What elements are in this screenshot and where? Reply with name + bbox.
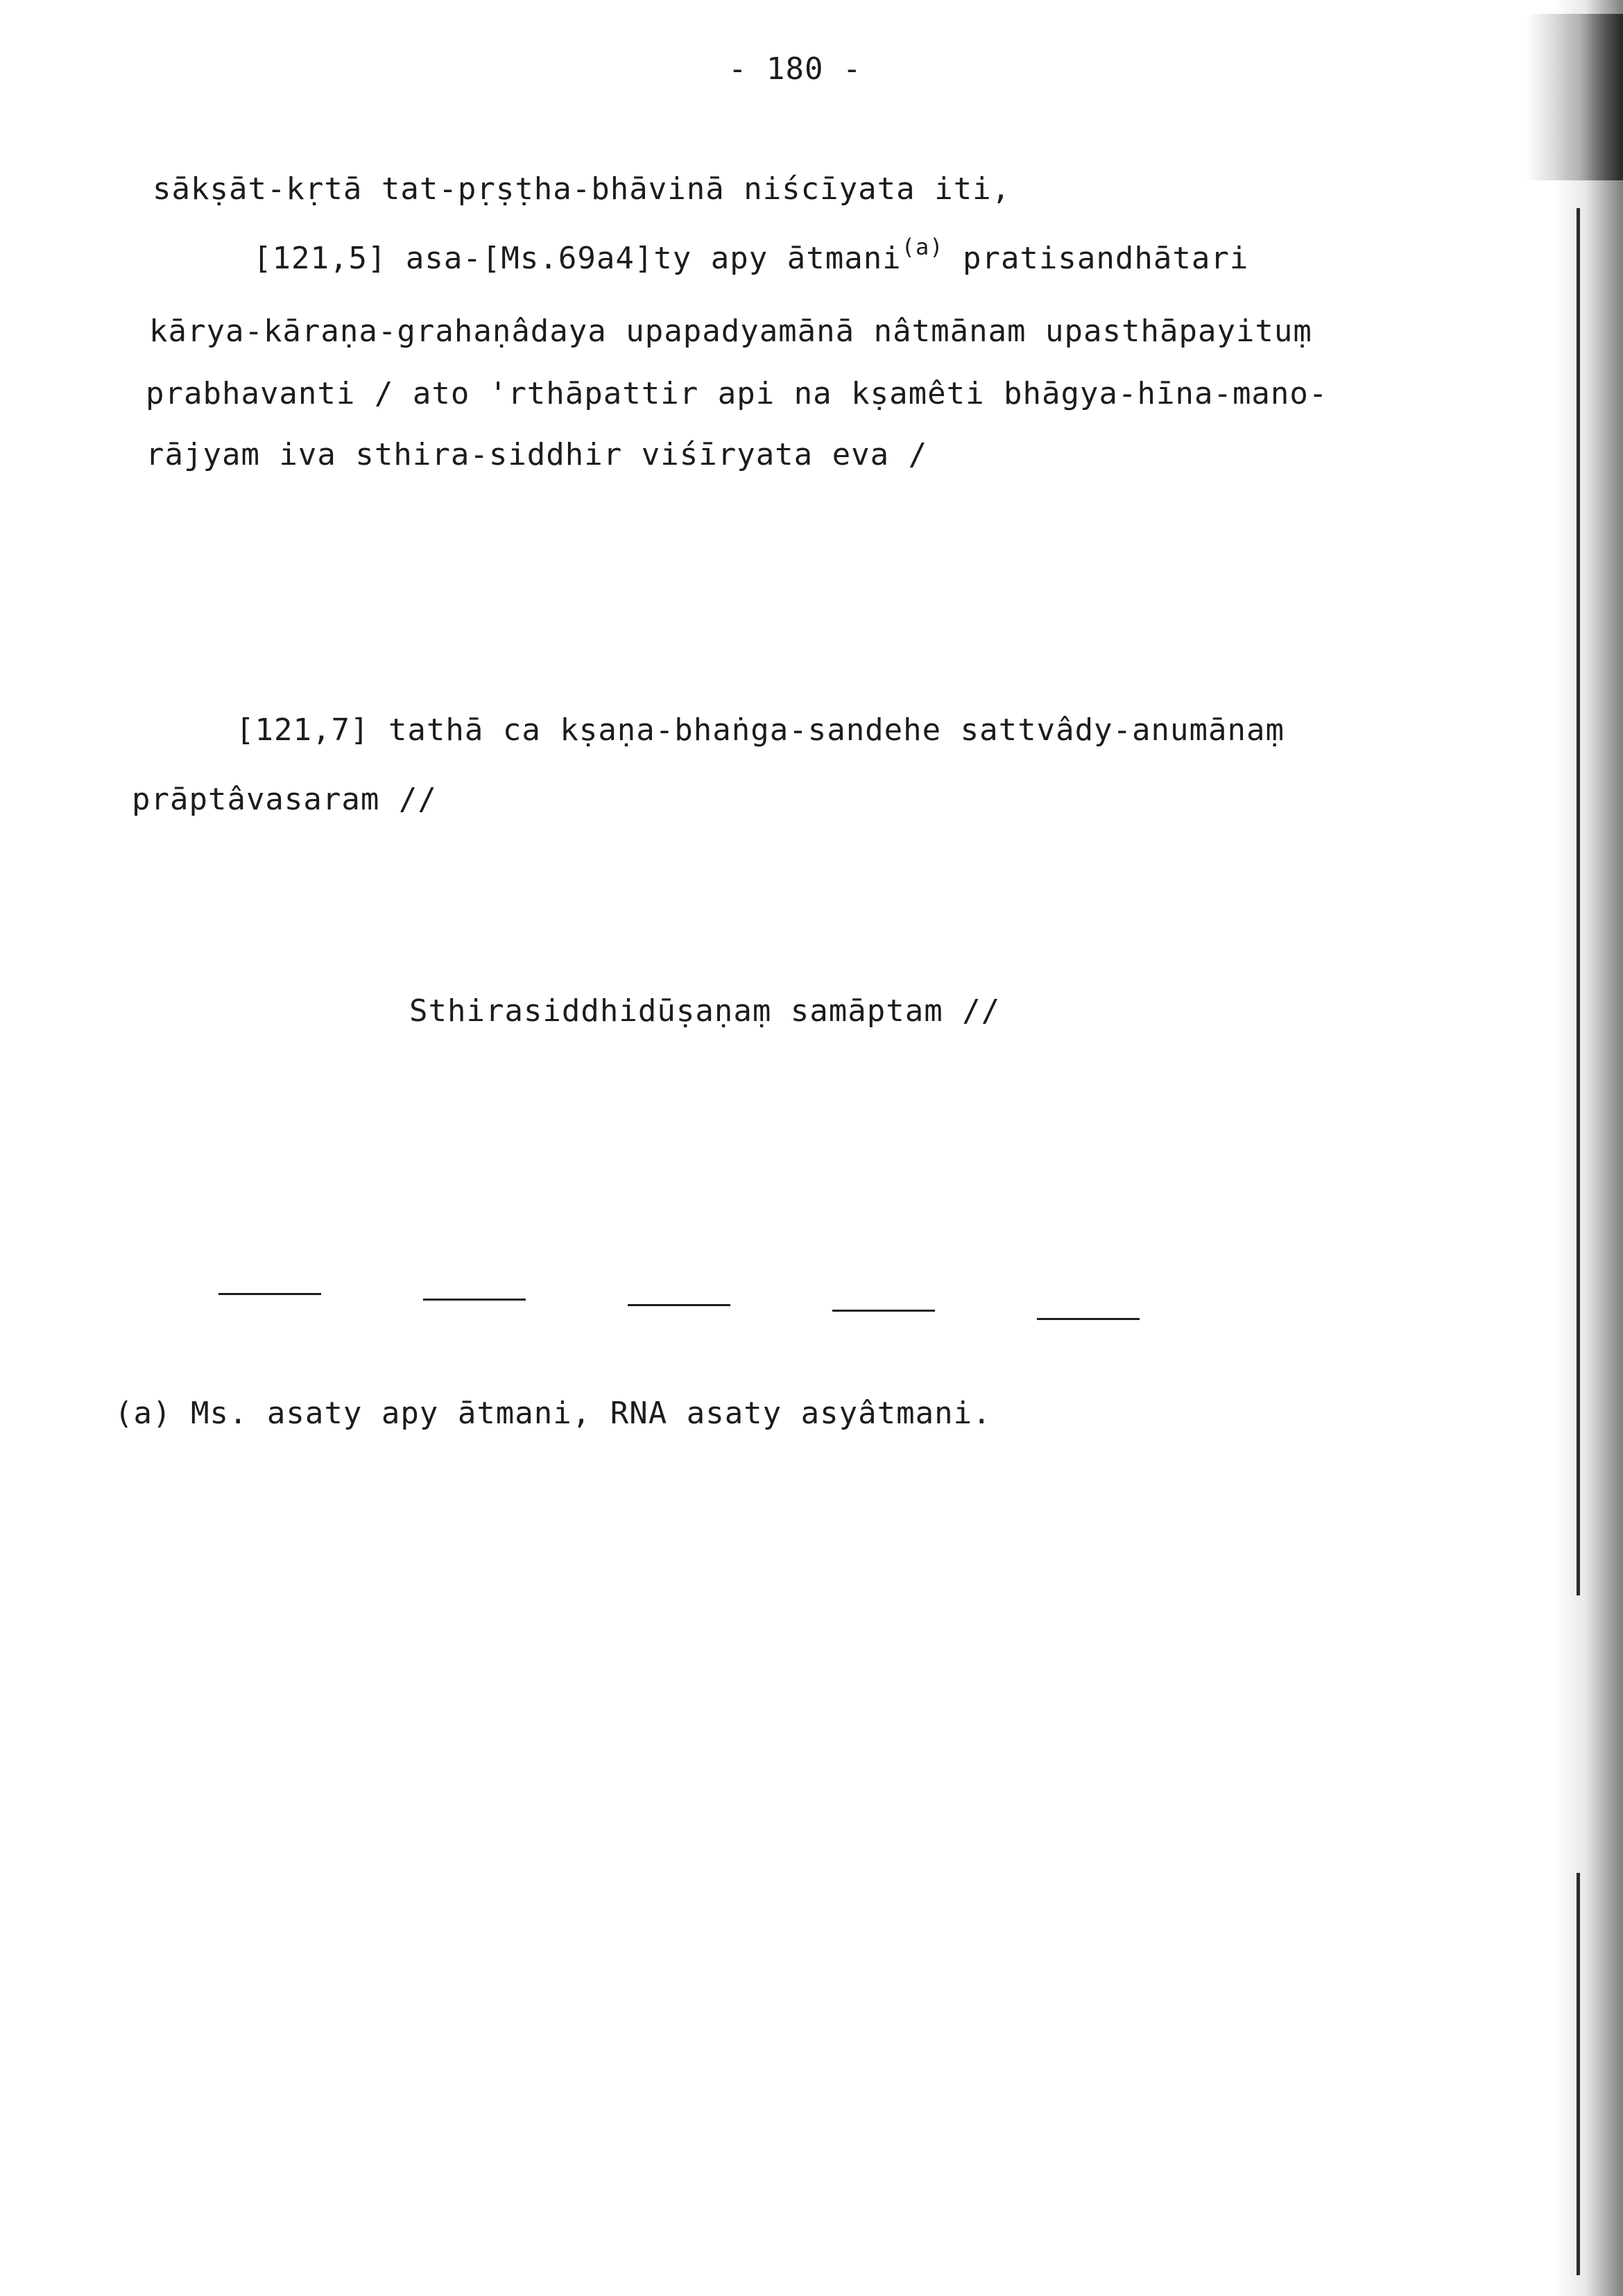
text-line-2 [253, 234, 1249, 278]
separator-dash-5 [1037, 1318, 1140, 1320]
separator-dash-3 [628, 1304, 730, 1306]
text-line-3: kārya-kāraṇa-grahaṇâdaya upapadyamānā nâtmānam upasthāpayituṃ [149, 314, 1312, 349]
page-number: - 180 - [728, 51, 862, 87]
binding-edge-line [1577, 208, 1580, 1595]
footnote-a: (a) Ms. asaty apy ātmani, RNA asaty asyâtmani. [114, 1396, 992, 1431]
text-line-6: [121,7] tathā ca kṣaṇa-bhaṅga-sandehe sattvâdy-anumānaṃ [236, 712, 1285, 748]
colophon-title: Sthirasiddhidūṣaṇaṃ samāptam // [409, 993, 1001, 1029]
binding-shadow [1554, 0, 1623, 2296]
footnote-marker-a: (a) [901, 234, 944, 260]
text-line-4: prabhavanti / ato 'rthāpattir api na kṣamêti bhāgya-hīna-mano- [146, 376, 1328, 411]
text-line-7: prāptâvasaram // [132, 782, 437, 817]
separator-dash-4 [832, 1310, 935, 1312]
binding-edge-line-lower [1577, 1873, 1580, 2275]
separator-dash-2 [423, 1299, 526, 1301]
text-line-2-end: pratisandhātari [943, 241, 1249, 276]
text-line-1: sākṣāt-kṛtā tat-pṛṣṭha-bhāvinā niścīyata iti, [153, 171, 1011, 207]
separator-dash-1 [218, 1293, 321, 1295]
text-line-5: rājyam iva sthira-siddhir viśīryata eva / [146, 437, 928, 472]
binding-shadow-top [1526, 14, 1623, 180]
text-line-2-start: [121,5] asa-[Ms.69a4]ty apy ātmani [253, 241, 902, 276]
